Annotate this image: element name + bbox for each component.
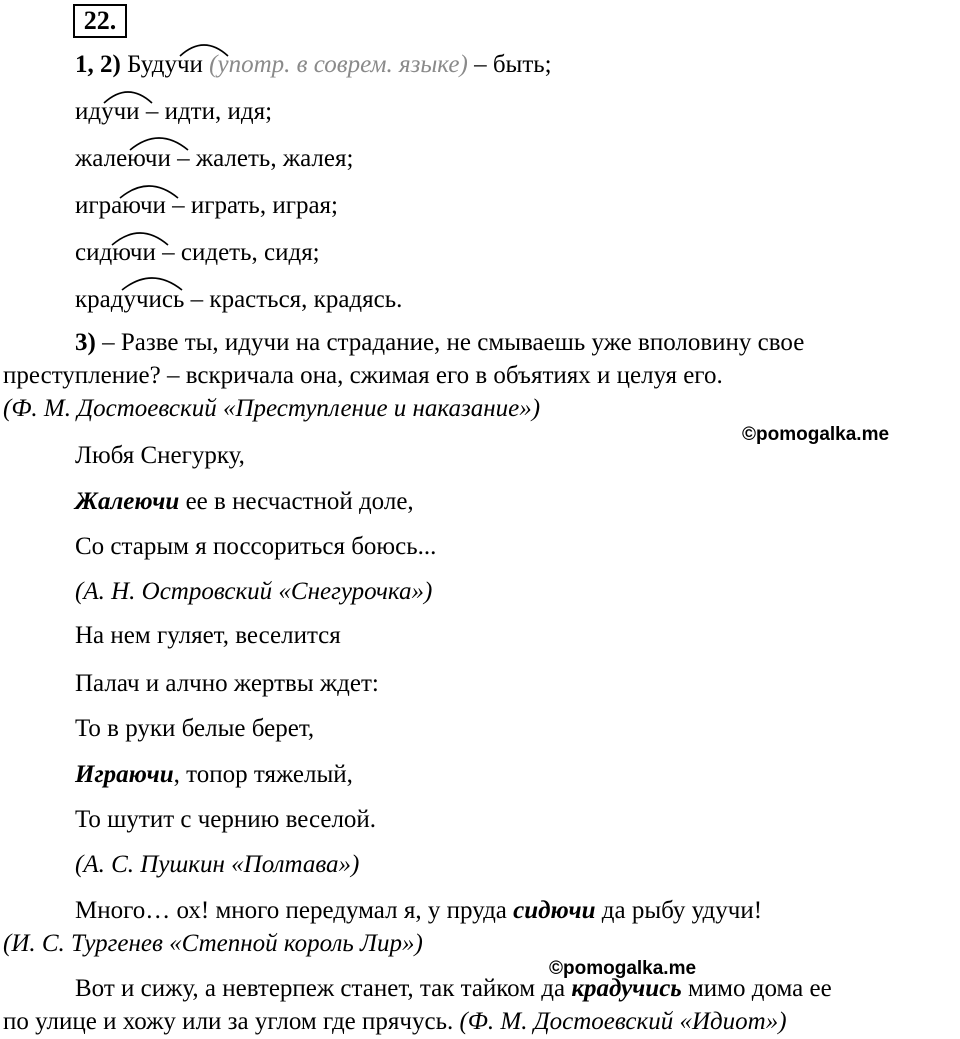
poem2-line4 bbox=[75, 760, 353, 790]
para1-line2: преступление? – вскричала она, сжимая его в объятиях и целуя его. bbox=[3, 362, 723, 389]
part3-marker: 3) bbox=[75, 329, 96, 356]
part3-line1 bbox=[75, 328, 804, 358]
suffix-arc bbox=[110, 225, 170, 247]
para3-source: (Ф. М. Достоевский «Идиот») bbox=[459, 1008, 787, 1035]
line5-rest: – сидеть, сидя; bbox=[155, 239, 320, 266]
bold-zhaleyuchi: Жалеючи bbox=[75, 488, 180, 515]
para1-source: (Ф. М. Достоевский «Преступление и наказание») bbox=[3, 395, 541, 422]
poem1-line3: Со старым я поссориться боюсь... bbox=[75, 533, 437, 560]
part12-line3 bbox=[75, 144, 353, 174]
word-kraduchis: крадучись bbox=[75, 286, 185, 313]
poem1-line1: Любя Снегурку, bbox=[75, 442, 245, 469]
line3-rest: – жалеть, жалея; bbox=[170, 145, 354, 172]
para2-line1 bbox=[75, 896, 762, 926]
exercise-number: 22. bbox=[73, 4, 127, 38]
para2-start: Много… ох! много передумал я, у пруда bbox=[75, 897, 514, 924]
para3-line1 bbox=[75, 974, 832, 1004]
bold-sidyuchi: сидючи bbox=[513, 897, 596, 924]
suffix-arc bbox=[102, 85, 154, 105]
bold-kraduchis: крадучись bbox=[571, 975, 682, 1002]
watermark: ©pomogalka.me bbox=[549, 958, 697, 979]
poem2-line3: То в руки белые берет, bbox=[75, 715, 315, 742]
poem1-line2 bbox=[75, 487, 414, 517]
word-igrayuchi: играючи bbox=[75, 192, 166, 219]
poem2-source: (А. С. Пушкин «Полтава») bbox=[75, 851, 360, 878]
line2-rest: – идти, идя; bbox=[139, 98, 273, 125]
para2-source: (И. С. Тургенев «Степной король Лир») bbox=[3, 930, 423, 957]
line4-rest: – играть, играя; bbox=[165, 192, 338, 219]
watermark: ©pomogalka.me bbox=[742, 424, 890, 445]
suffix-arc bbox=[120, 270, 184, 292]
para2-end: да рыбу удучи! bbox=[595, 897, 763, 924]
para3-line2 bbox=[3, 1007, 787, 1037]
part12-marker: 1, 2) bbox=[75, 51, 121, 78]
part12-line4 bbox=[75, 191, 338, 221]
poem2-line5: То шутит с чернию веселой. bbox=[75, 806, 377, 833]
suffix-arc bbox=[118, 178, 180, 200]
para3-start: Вот и сижу, а невтерпеж станет, так тайком да bbox=[75, 975, 572, 1002]
part12-line1 bbox=[75, 50, 552, 80]
para3-end: мимо дома ее bbox=[681, 975, 832, 1002]
line6-rest: – красться, крадясь. bbox=[184, 286, 403, 313]
suffix-arc bbox=[178, 38, 230, 58]
word-zhaleyuchi: жалеючи bbox=[75, 145, 171, 172]
poem2-line4-rest: , топор тяжелый, bbox=[173, 761, 353, 788]
usage-note: (употр. в соврем. языке) bbox=[209, 51, 468, 78]
word-buduchi: Будучи bbox=[127, 51, 203, 78]
para3-line2-text: по улице и хожу или за углом где прячусь. bbox=[3, 1008, 454, 1035]
suffix-arc bbox=[128, 130, 190, 152]
bold-igrayuchi: Играючи bbox=[75, 761, 174, 788]
poem1-source: (А. Н. Островский «Снегурочка») bbox=[75, 578, 433, 605]
poem2-line2: Палач и алчно жертвы ждет: bbox=[75, 670, 379, 697]
word-iduchi: идучи bbox=[75, 98, 140, 125]
poem2-line1: На нем гуляет, веселится bbox=[75, 622, 341, 649]
poem1-line2-rest: ее в несчастной доле, bbox=[179, 488, 414, 515]
para1-line1: – Разве ты, идучи на страдание, не смываешь уже вполовину свое bbox=[95, 329, 805, 356]
word-sidyuchi: сидючи bbox=[75, 239, 156, 266]
line1-rest: – быть; bbox=[467, 51, 552, 78]
